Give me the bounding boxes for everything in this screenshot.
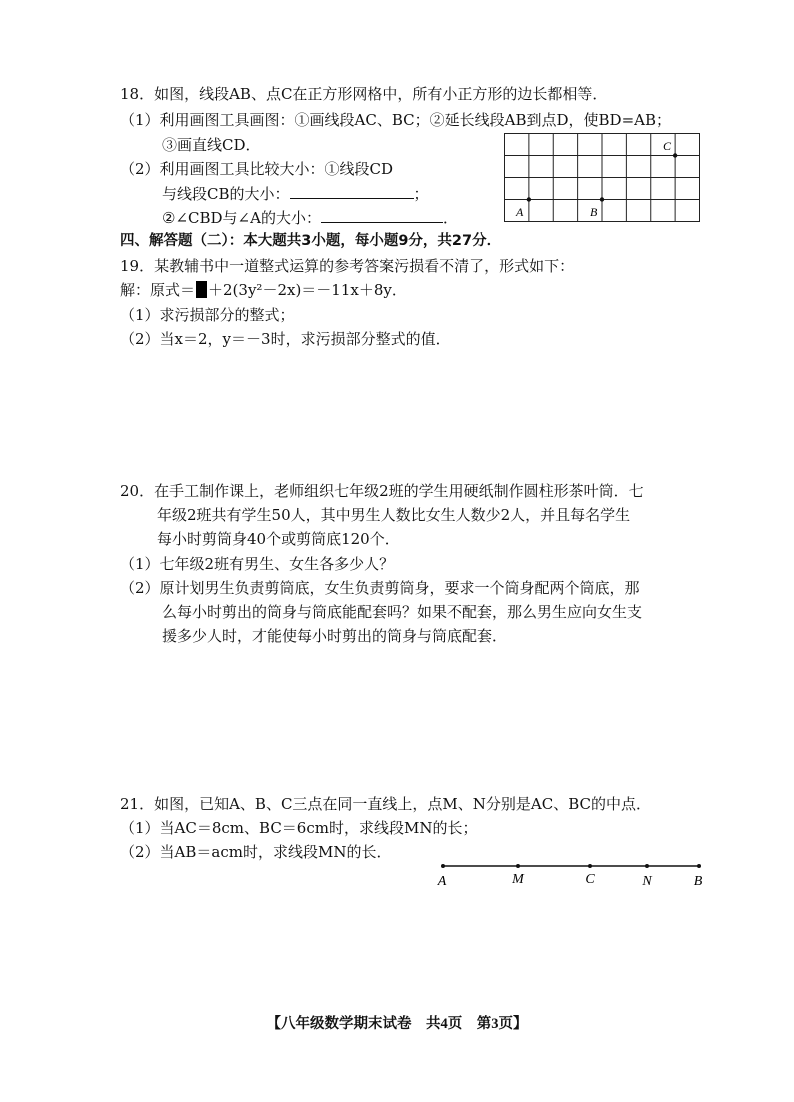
q20-part2a: （2）原计划男生负责剪筒底，女生负责剪筒身，要求一个筒身配两个筒底，那 — [120, 579, 640, 597]
q19-formula-pre: 解：原式＝ — [120, 281, 196, 299]
q20-part2b: 么每小时剪出的筒身与筒底能配套吗？如果不配套，那么男生应向女生支 — [162, 603, 643, 621]
segment-figure — [430, 856, 720, 890]
q19-formula-post: ＋2(3y²－2x)＝－11x＋8y． — [208, 281, 407, 299]
q18-part1b: ③画直线CD． — [162, 136, 261, 154]
answer-blank-2[interactable] — [321, 207, 443, 223]
label-c: C — [585, 872, 595, 887]
q18-part2c — [162, 207, 458, 228]
q21-part2: （2）当AB＝acm时，求线段MN的长． — [120, 843, 392, 861]
q18-part1a: （1）利用画图工具画图：①画线段AC、BC；②延长线段AB到点D，使BD=AB； — [120, 111, 671, 129]
answer-blank-1[interactable] — [290, 183, 414, 199]
label-b: B — [693, 874, 703, 889]
q19-stem: 19．某教辅书中一道整式运算的参考答案污损看不清了，形式如下： — [120, 257, 575, 275]
q18-stem: 18．如图，线段AB、点C在正方形网格中，所有小正方形的边长都相等． — [120, 85, 608, 103]
point-n-dot — [645, 864, 649, 868]
label-m: M — [512, 872, 524, 887]
point-b-dot — [600, 197, 604, 201]
point-a-dot — [527, 197, 531, 201]
q20-line1: 20．在手工制作课上，老师组织七年级2班的学生用硬纸制作圆柱形茶叶筒．七 — [120, 482, 644, 500]
label-c: C — [663, 139, 672, 153]
section-heading: 四、解答题（二）：本大题共3小题，每小题9分，共27分． — [120, 233, 502, 249]
label-b: B — [590, 205, 598, 219]
q20-part2c: 援多少人时，才能使每小时剪出的筒身与筒底配套． — [162, 627, 508, 645]
label-a: A — [516, 205, 524, 219]
q19-formula — [120, 280, 407, 300]
point-a-dot — [441, 864, 445, 868]
page-footer: 【八年级数学期末试卷 共4页 第3页】 — [266, 1016, 528, 1032]
point-m-dot — [516, 864, 520, 868]
label-n: N — [642, 874, 652, 889]
q18-part2c-text: ②∠CBD与∠A的大小： — [162, 209, 321, 227]
point-b-dot — [697, 864, 701, 868]
q18-part2b-text: 与线段CB的大小： — [162, 185, 290, 203]
q20-line2: 年级2班共有学生50人，其中男生人数比女生人数少2人，并且每名学生 — [157, 506, 631, 524]
q19-part1: （1）求污损部分的整式； — [120, 306, 295, 324]
q18-part2b — [162, 183, 429, 204]
q19-part2: （2）当x＝2，y＝－3时，求污损部分整式的值． — [120, 330, 451, 348]
q20-part1: （1）七年级2班有男生、女生各多少人？ — [120, 555, 395, 573]
q18-part2a: （2）利用画图工具比较大小：①线段CD — [120, 160, 394, 178]
q18-part2c-end: ． — [442, 209, 458, 227]
q21-part1: （1）当AC＝8cm、BC＝6cm时，求线段MN的长； — [120, 819, 478, 837]
smudged-box-icon — [196, 281, 207, 298]
label-a: A — [437, 874, 447, 889]
q18-part2b-end: ； — [413, 185, 429, 203]
point-c-dot — [588, 864, 592, 868]
point-c-dot — [673, 153, 677, 157]
q21-stem: 21．如图，已知A、B、C三点在同一直线上，点M、N分别是AC、BC的中点． — [120, 795, 651, 813]
q20-line3: 每小时剪筒身40个或剪筒底120个． — [157, 530, 400, 548]
square-grid-figure — [504, 133, 704, 225]
